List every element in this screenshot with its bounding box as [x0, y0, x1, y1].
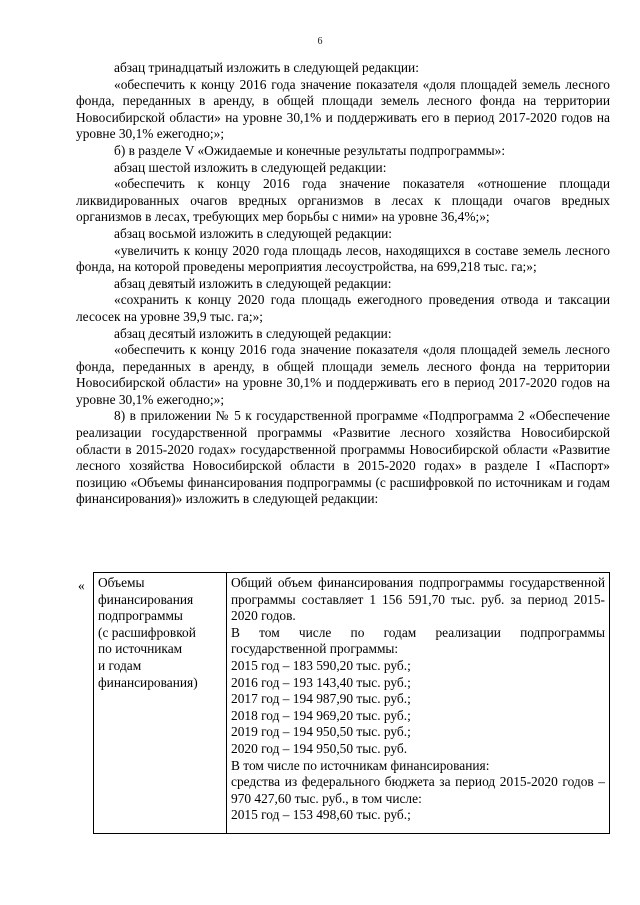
- open-quote: «: [78, 578, 85, 593]
- label-line: (с расшифровкой: [98, 624, 196, 640]
- passport-table: [93, 572, 610, 834]
- label-line: Объемы: [98, 575, 145, 590]
- passport-table-block: [78, 572, 610, 834]
- federal-funds: средства из федерального бюджета за период 2015-2020 годов – 970 427,60 тыс. руб., в том числе:: [231, 774, 605, 806]
- paragraph: абзац девятый изложить в следующей редакции:: [114, 275, 392, 291]
- label-line: финансирования: [98, 591, 194, 607]
- paragraph: абзац тринадцатый изложить в следующей редакции:: [114, 60, 419, 75]
- by-sources-intro: В том числе по источникам финансирования:: [231, 757, 490, 773]
- label-line: подпрограммы: [98, 608, 183, 624]
- paragraph: «увеличить к концу 2020 года площадь лесов, находящихся в составе земель лесного фонда, на которой проведены мероприятия лесоустройства, на 699,218 тыс. га;»;: [76, 242, 610, 275]
- paragraph: «обеспечить к концу 2016 года значение показателя «доля площадей земель лесного фонда, переданных в аренду, в общей площади земель лесного фонда на территории Новосибирской области» на уровне 30,1% и поддерживать его в период 2017-2020 годов на уровне 30,1% ежегодно;»;: [76, 76, 610, 142]
- federal-2015-line: 2015 год – 153 498,60 тыс. руб.;: [231, 807, 411, 823]
- year-line: 2020 год – 194 950,50 тыс. руб.: [231, 740, 408, 756]
- paragraph: 8) в приложении № 5 к государственной программе «Подпрограмма 2 «Обеспечение реализации государственной программы «Развитие лесного хозяйства Новосибирской области в 2015-2020 годах» государственной программы Новосибирской области «Развитие лесного хозяйства Новосибирской области в 2015-2020 годах» в разделе I «Паспорт» позицию «Объемы финансирования подпрограммы (с расшифровкой по источникам и годам финансирования)» изложить в следующей редакции:: [76, 408, 610, 507]
- year-line: 2016 год – 193 143,40 тыс. руб.;: [231, 674, 411, 690]
- paragraph: б) в разделе V «Ожидаемые и конечные результаты подпрограммы»:: [114, 142, 506, 158]
- paragraph: абзац шестой изложить в следующей редакции:: [114, 159, 387, 175]
- total-financing: Общий объем финансирования подпрограммы государственной программы составляет 1 156 591,70 тыс. руб. за период 2015-2020 годов.: [231, 575, 605, 624]
- year-line: 2018 год – 194 969,20 тыс. руб.;: [231, 707, 411, 723]
- paragraph: абзац восьмой изложить в следующей редакции:: [114, 225, 393, 241]
- year-line: 2017 год – 194 987,90 тыс. руб.;: [231, 691, 411, 707]
- document-body: [76, 60, 610, 508]
- label-line: и годам: [98, 657, 142, 673]
- table-cell-value: [227, 573, 610, 834]
- year-line: 2015 год – 183 590,20 тыс. руб.;: [231, 657, 411, 673]
- table-row: [94, 573, 610, 834]
- table-cell-label: [94, 573, 227, 834]
- paragraph: абзац десятый изложить в следующей редакции:: [114, 325, 392, 341]
- by-years-intro: В том числе по годам реализации подпрограммы государственной программы:: [231, 624, 605, 657]
- paragraph: «обеспечить к концу 2016 года значение показателя «отношение площади ликвидированных очагов вредных организмов в лесах к площади очагов вредных организмов в лесах, требующих мер борьбы с ними» на уровне 36,4%;»;: [76, 176, 610, 225]
- paragraph: «сохранить к концу 2020 года площадь ежегодного проведения отвода и таксации лесосек на уровне 39,9 тыс. га;»;: [76, 292, 610, 324]
- paragraph: «обеспечить к концу 2016 года значение показателя «доля площадей земель лесного фонда, переданных в аренду, в общей площади земель лесного фонда на территории Новосибирской области» на уровне 30,1% и поддерживать его в период 2017-2020 годов на уровне 30,1% ежегодно;»;: [76, 342, 610, 407]
- year-line: 2019 год – 194 950,50 тыс. руб.;: [231, 724, 411, 740]
- label-line: финансирования): [98, 674, 198, 690]
- label-line: по источникам: [98, 641, 183, 657]
- page-number: 6: [317, 36, 323, 47]
